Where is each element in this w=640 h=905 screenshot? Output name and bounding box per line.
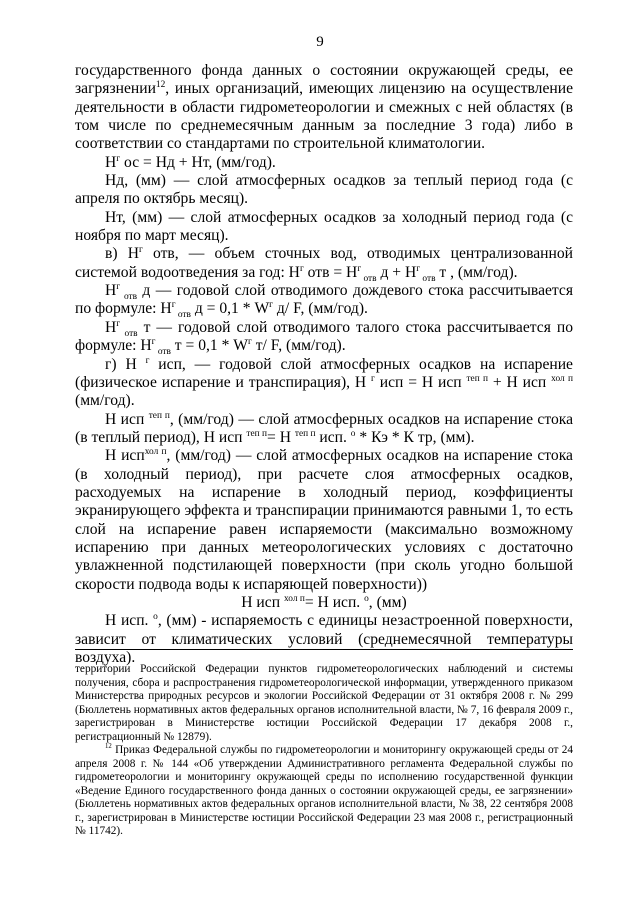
text-run: д/ F, (мм/год).: [273, 300, 368, 318]
subscript: отв: [120, 328, 138, 339]
text-run: Н исп: [241, 593, 284, 611]
footnote: [75, 663, 573, 744]
text-run: т , (мм/год).: [435, 263, 518, 281]
text-run: в) Н: [105, 245, 139, 263]
text-run: д = 0,1 * W: [190, 300, 270, 318]
superscript: г: [116, 281, 121, 292]
superscript: г: [299, 263, 304, 274]
main-text: [75, 62, 573, 667]
paragraph: [75, 356, 573, 411]
subscript: отв: [175, 310, 191, 321]
superscript: 12: [105, 743, 112, 751]
superscript: г: [171, 300, 176, 311]
superscript: г: [416, 263, 421, 274]
page-number: 9: [316, 34, 324, 50]
subscript: отв: [155, 347, 171, 358]
text-run: = Н исп.: [304, 593, 365, 611]
paragraph: [75, 154, 573, 172]
superscript: г: [248, 336, 252, 347]
text-run: (мм/год).: [75, 392, 135, 410]
text-run: д + Н: [376, 263, 417, 281]
superscript: г: [138, 245, 143, 256]
text-run: , (мм/год) — слой атмосферных осадков на испарение стока (в холодный период), при расчете слоя атмосферных осадков, расходуемых на испарение в холодный период, коэффициенты экранирующего эффекта и транспирации принимаются равными 1, то есть слой на испарение равен испаряемости (максимально возможному испарению при данных метеорологических условиях с достаточно увлажненной подстилающей поверхности (при сколь угодно большой скорости подвода воды к испаряющей поверхности)): [75, 447, 573, 593]
superscript: хол п: [144, 447, 167, 458]
footnote: [75, 744, 573, 839]
text-run: Н исп: [105, 410, 149, 428]
superscript: 12: [155, 80, 166, 91]
paragraph: [75, 594, 573, 612]
text-run: + Н исп: [488, 373, 552, 391]
superscript: теп п: [466, 373, 489, 384]
text-run: , иных организаций, имеющих лицензию на осуществление деятельности в области гидрометеорологии и смежных с ней областях (в том числе по среднемесячным данным за последние 3 года) либо в соответствии со стандартами по строительной климатологии.: [75, 80, 573, 153]
text-run: Н: [105, 318, 117, 336]
subscript: отв: [361, 273, 377, 284]
superscript: теп п: [294, 428, 316, 439]
text-run: исп.: [315, 428, 351, 446]
text-run: отв = Н: [303, 263, 358, 281]
paragraph: [75, 245, 573, 282]
text-run: т/ F, (мм/год).: [251, 337, 346, 355]
text-run: Приказ Федеральной службы по гидрометеорологии и мониторингу окружающей среды от 24 апреля 2008 г. № 144 «Об утверждении Административного регламента Федеральной службы по гидрометеорологии и мониторингу окружающей среды по исполнению государственной функции «Ведение Единого государственного фонда данных о состоянии окружающей среды, ее загрязнении» (Бюллетень нормативных актов федеральных органов исполнительной власти, № 38, 22 сентября 2008 г., зарегистрирован в Министерстве юстиции Российской Федерации 23 мая 2008 г., регистрационный № 11742).: [75, 744, 573, 837]
paragraph: [75, 319, 573, 356]
text-run: Н: [105, 153, 117, 171]
superscript: г: [145, 355, 150, 366]
text-run: ос = Нд + Нт, (мм/год).: [120, 153, 276, 171]
paragraph: [75, 62, 573, 154]
text-run: Нд, (мм) — слой атмосферных осадков за теплый период года (с апреля по октябрь месяц).: [75, 172, 573, 208]
text-run: государственного фонда данных о состоянии окружающей среды, ее загрязнении: [75, 62, 573, 98]
paragraph: [75, 282, 573, 319]
paragraph: [75, 447, 573, 594]
text-run: отв, — объем сточных вод, отводимых централизованной системой водоотведения за год: Н: [75, 245, 574, 281]
superscript: хол п: [283, 593, 305, 604]
text-run: Н: [105, 282, 117, 300]
text-run: исп = Н исп: [374, 373, 467, 391]
text-run: Н исп.: [105, 612, 154, 630]
text-run: , (мм/год) — слой атмосферных осадков на испарение стока (в теплый период), Н исп: [75, 410, 573, 446]
text-run: * Кэ * К тр, (мм).: [355, 428, 475, 446]
text-run: , (мм): [368, 593, 407, 611]
superscript: г: [151, 336, 156, 347]
superscript: теп п: [148, 410, 170, 421]
superscript: хол п: [551, 373, 573, 384]
superscript: о: [350, 428, 356, 439]
paragraph: [75, 172, 573, 209]
superscript: о: [364, 593, 369, 604]
superscript: г: [371, 373, 375, 384]
paragraph: [75, 612, 573, 667]
footnotes: [75, 663, 573, 839]
subscript: отв: [420, 273, 436, 284]
paragraph: [75, 411, 573, 448]
text-run: Н исп: [105, 447, 145, 465]
superscript: г: [269, 300, 274, 311]
text-run: д — годовой слой отводимого дождевого стока рассчитывается по формуле: Н: [75, 282, 574, 318]
text-run: Нт, (мм) — слой атмосферных осадков за холодный период года (с ноября по март месяц).: [75, 208, 573, 245]
text-run: г) Н: [105, 355, 146, 373]
text-run: т = 0,1 * W: [170, 337, 248, 355]
superscript: г: [357, 263, 362, 274]
superscript: г: [116, 153, 121, 164]
text-run: территории Российской Федерации пунктов гидрометеорологических наблюдений и системы получения, сбора и распространения гидрометеорологической информации, утвержденного приказом Министерства природных ресурсов и экологии Российской Федерации от 31 октября 2008 г. № 299 (Бюллетень нормативных актов федеральных органов исполнительной власти, № 7, 16 февраля 2009 г., зарегистрирован в Министерстве юстиции Российской Федерации 17 декабря 2008 г., регистрационный № 12879).: [75, 663, 573, 743]
text-run: т — годовой слой отводимого талого стока рассчитывается по формуле: Н: [75, 318, 573, 355]
subscript: отв: [120, 292, 138, 303]
footnote-separator: [75, 649, 573, 650]
superscript: теп п: [246, 428, 267, 439]
text-run: исп, — годовой слой атмосферных осадков на испарение (физическое испарение и транспирация), Н: [75, 355, 573, 391]
text-run: , (мм) - испаряемость с единицы незастроенной поверхности, зависит от климатических условий (среднемесячной температуры воздуха).: [75, 612, 573, 666]
superscript: г: [116, 318, 121, 329]
text-run: = Н: [267, 428, 295, 446]
superscript: о: [153, 612, 158, 623]
paragraph: [75, 209, 573, 246]
